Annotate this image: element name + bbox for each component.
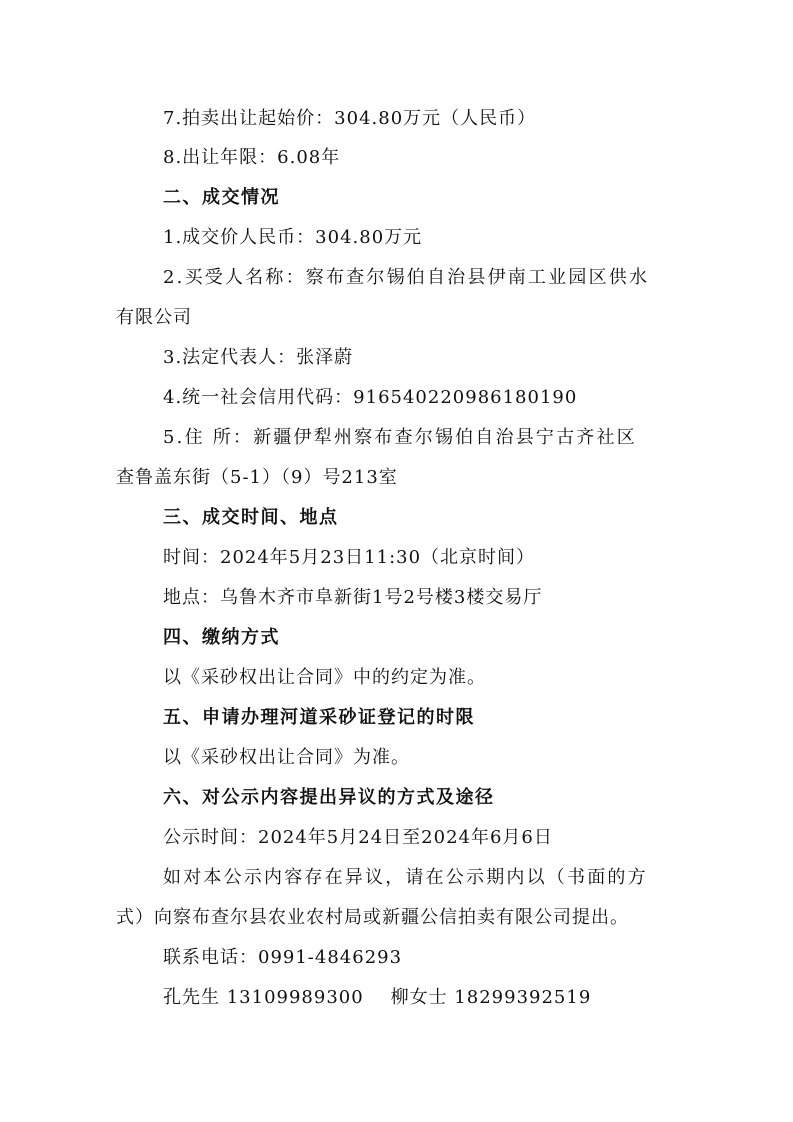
permit-deadline: 以《采砂权出让合同》为准。 [163, 747, 410, 768]
section-heading-time-place: 三、成交时间、地点 [163, 507, 339, 528]
deal-time: 时间：2024年5月23日11:30（北京时间） [163, 547, 536, 568]
section-heading-objection: 六、对公示内容提出异议的方式及途径 [163, 787, 495, 808]
buyer-name: 2.买受人名称：察布查尔锡伯自治县伊南工业园区供水 [163, 267, 650, 288]
payment-method: 以《采砂权出让合同》中的约定为准。 [163, 667, 486, 688]
contact-persons: 孔先生 13109989300 柳女士 18299392519 [163, 987, 592, 1008]
address-continued: 查鲁盖东街（5-1）（9）号213室 [116, 467, 398, 488]
section-heading-deal-info: 二、成交情况 [163, 187, 280, 208]
section-heading-payment: 四、缴纳方式 [163, 627, 280, 648]
credit-code: 4.统一社会信用代码：916540220986180190 [163, 387, 578, 408]
deal-price: 1.成交价人民币：304.80万元 [163, 227, 423, 248]
buyer-name-continued: 有限公司 [116, 307, 192, 328]
auction-start-price: 7.拍卖出让起始价：304.80万元（人民币） [163, 108, 537, 129]
objection-instructions-continued: 式）向察布查尔县农业农村局或新疆公信拍卖有限公司提出。 [116, 907, 629, 928]
legal-representative: 3.法定代表人：张泽蔚 [163, 347, 354, 368]
section-heading-permit-deadline: 五、申请办理河道采砂证登记的时限 [163, 707, 475, 728]
objection-instructions: 如对本公示内容存在异议，请在公示期内以（书面的方 [163, 867, 648, 888]
deal-place: 地点：乌鲁木齐市阜新街1号2号楼3楼交易厅 [163, 587, 543, 608]
publicity-period: 公示时间：2024年5月24日至2024年6月6日 [163, 827, 553, 848]
contact-phone: 联系电话：0991-4846293 [163, 947, 403, 968]
transfer-term: 8.出让年限：6.08年 [163, 147, 341, 168]
address: 5.住 所：新疆伊犁州察布查尔锡伯自治县宁古齐社区 [163, 427, 637, 448]
